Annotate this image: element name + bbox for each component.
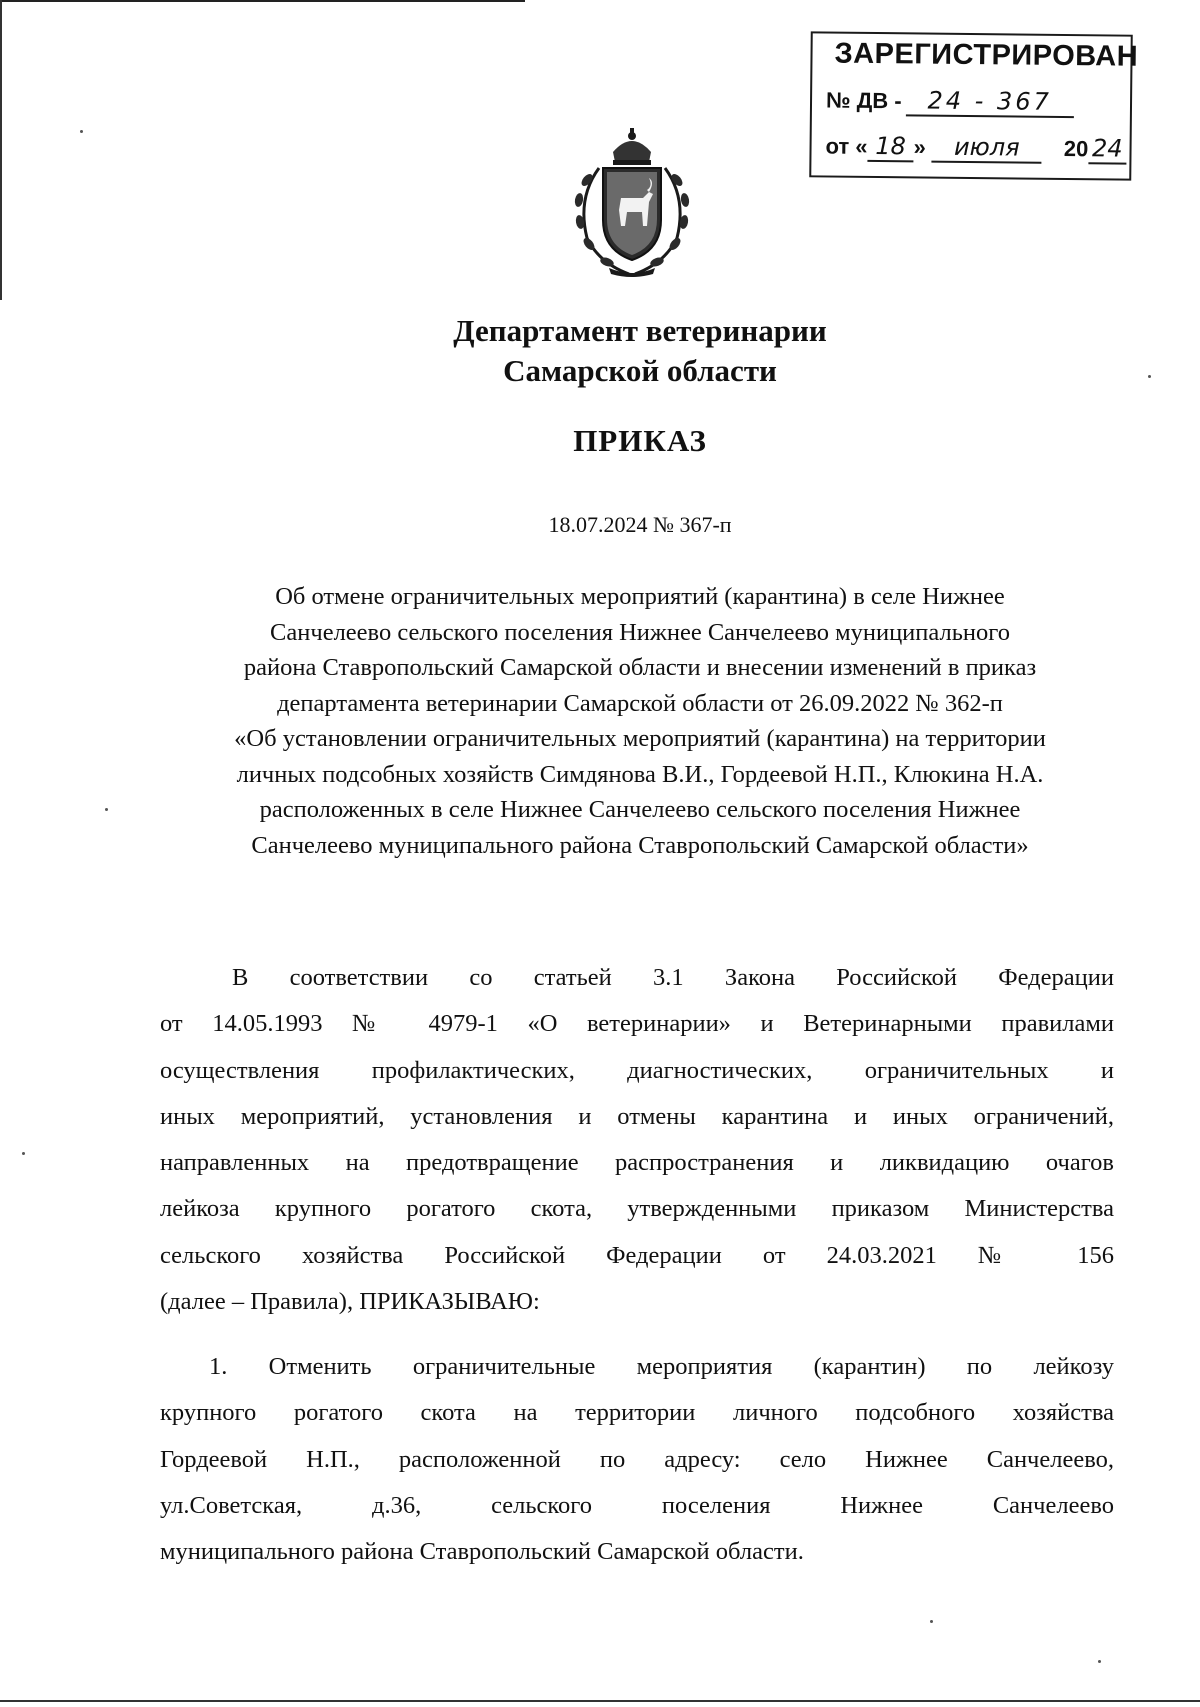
scan-speck xyxy=(80,130,83,133)
paragraph-line: направленных на предотвращение распространения и ликвидацию очагов xyxy=(160,1149,1114,1177)
stamp-date-quote: » xyxy=(913,134,926,160)
paragraph-line: (далее – Правила), ПРИКАЗЫВАЮ: xyxy=(160,1288,540,1316)
paragraph-line: крупного рогатого скота на территории личного подсобного хозяйства xyxy=(160,1399,1114,1427)
order-subject xyxy=(160,579,1120,863)
stamp-number-row xyxy=(826,85,1074,118)
scan-artifact-top xyxy=(0,0,525,2)
scan-speck xyxy=(1098,1660,1101,1663)
paragraph-line: осуществления профилактических, диагностических, ограничительных и xyxy=(160,1056,1114,1084)
department-name-line2: Самарской области xyxy=(503,353,777,388)
stamp-number-label: № ДВ - xyxy=(825,87,902,114)
stamp-date-month-handwritten: июля xyxy=(932,133,1042,164)
registration-stamp xyxy=(809,31,1139,180)
subject-line: Санчелеево сельского поселения Нижнее Санчелеево муниципального xyxy=(270,618,1010,646)
samara-oblast-coat-of-arms-icon xyxy=(569,128,695,278)
subject-line: «Об установлении ограничительных мероприятий (карантина) на территории xyxy=(234,725,1046,752)
stamp-date-row xyxy=(825,131,1126,164)
paragraph-line: от 14.05.1993 № 4979-1 «О ветеринарии» и Ветеринарными правилами xyxy=(160,1010,1114,1038)
scan-artifact-left xyxy=(0,0,2,300)
stamp-date-label: от « xyxy=(825,133,868,159)
stamp-date-day-handwritten: 18 xyxy=(867,132,913,162)
document-type-title: ПРИКАЗ xyxy=(573,423,707,458)
scan-speck xyxy=(22,1152,25,1155)
paragraph-line: лейкоза крупного рогатого скота, утвержденными приказом Министерства xyxy=(160,1195,1114,1223)
scan-speck xyxy=(105,808,108,811)
paragraph-line: В соответствии со статьей 3.1 Закона Российской Федерации xyxy=(232,964,1114,991)
scan-speck xyxy=(930,1620,933,1623)
subject-line: расположенных в селе Нижнее Санчелеево сельского поселения Нижнее xyxy=(259,796,1021,823)
paragraph-line: Гордеевой Н.П., расположенной по адресу: село Нижнее Санчелеево, xyxy=(160,1445,1114,1473)
stamp-number-handwritten: 24 - 367 xyxy=(906,86,1074,118)
subject-line: района Ставропольский Самарской области и внесении изменений в приказ xyxy=(243,654,1037,681)
stamp-date-year-handwritten: 24 xyxy=(1088,134,1126,164)
order-date-number: 18.07.2024 № 367-п xyxy=(548,512,732,537)
stamp-title: ЗАРЕГИСТРИРОВАН xyxy=(834,37,1139,73)
department-name-line1: Департамент ветеринарии xyxy=(453,313,827,348)
preamble-paragraph xyxy=(160,955,1114,1325)
subject-line: Об отмене ограничительных мероприятий (карантина) в селе Нижнее xyxy=(275,583,1005,610)
paragraph-line: 1. Отменить ограничительные мероприятия (карантин) по лейкозу xyxy=(209,1353,1114,1380)
order-item-1-paragraph xyxy=(160,1344,1114,1575)
stamp-date-year-prefix: 20 xyxy=(1063,135,1089,162)
paragraph-line: ул.Советская, д.36, сельского поселения Нижнее Санчелеево xyxy=(160,1491,1114,1519)
paragraph-line: муниципального района Ставропольский Самарской области. xyxy=(160,1538,804,1566)
scan-artifact-bottom xyxy=(0,1700,1200,1702)
subject-line: Санчелеево муниципального района Ставропольский Самарской области» xyxy=(251,831,1029,859)
subject-line: личных подсобных хозяйств Симдянова В.И., Гордеевой Н.П., Клюкина Н.А. xyxy=(236,760,1044,788)
paragraph-line: иных мероприятий, установления и отмены карантина и иных ограничений, xyxy=(160,1102,1114,1130)
paragraph-line: сельского хозяйства Российской Федерации от 24.03.2021 № 156 xyxy=(160,1241,1114,1269)
subject-line: департамента ветеринарии Самарской области от 26.09.2022 № 362-п xyxy=(277,689,1003,717)
